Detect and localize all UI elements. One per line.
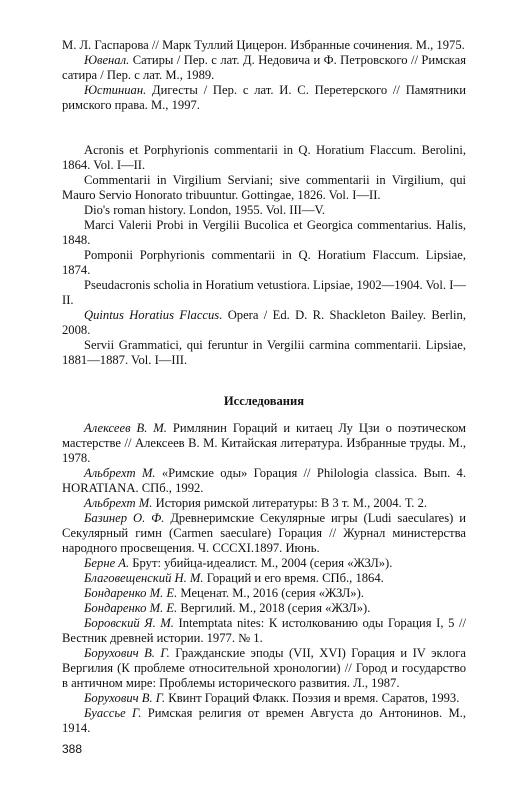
entry-author: Базинер О. Ф. bbox=[84, 511, 165, 525]
bibliography-entry bbox=[62, 338, 466, 368]
entry-author: Алексеев В. М. bbox=[84, 421, 167, 435]
bibliography-entry bbox=[62, 248, 466, 278]
entry-text: Гражданские эподы (VII, XVI) Горация и IV эклога Вергилия (К проблеме относительной хронологии) // Город и государство в античном мире: Проблемы исторического развития. Л., 1987. bbox=[62, 646, 466, 690]
bibliography-entry bbox=[62, 143, 466, 173]
entry-author: Бондаренко М. Е. bbox=[84, 586, 178, 600]
entry-text: Сатиры / Пер. с лат. Д. Недовича и Ф. Петровского // Римская сатира / Пер. с лат. М., 1989. bbox=[62, 53, 466, 82]
bibliography-entry bbox=[62, 616, 466, 646]
bibliography-entry bbox=[62, 53, 466, 83]
bibliography-entry bbox=[62, 38, 466, 53]
entry-author: Борухович В. Г. bbox=[84, 646, 170, 660]
entry-text: М. Л. Гаспарова // Марк Туллий Цицерон. Избранные сочинения. М., 1975. bbox=[62, 38, 465, 52]
bibliography-entry bbox=[62, 571, 466, 586]
entry-text: Intemptata nites: К истолкованию оды Горация I, 5 // Вестник древней истории. 1977. № 1. bbox=[62, 616, 466, 645]
entry-author: Боровский Я. М. bbox=[84, 616, 174, 630]
entry-author: Берне А. bbox=[84, 556, 130, 570]
entry-text: Marci Valerii Probi in Vergilii Bucolica et Georgica commentarius. Halis, 1848. bbox=[62, 218, 466, 247]
entry-text: Pseudacronis scholia in Horatium vetustiora. Lipsiae, 1902—1904. Vol. I—II. bbox=[62, 278, 466, 307]
entry-author: Бондаренко М. Е. bbox=[84, 601, 178, 615]
entry-author: Альбрехт М. bbox=[84, 496, 153, 510]
entry-text: Commentarii in Virgilium Serviani; sive commentarii in Virgilium, qui Mauro Servio Honorato tribuuntur. Gottingae, 1826. Vol. I—II. bbox=[62, 173, 466, 202]
entry-text: История римской литературы: В 3 т. М., 2004. Т. 2. bbox=[152, 496, 428, 510]
bibliography-sources-latin bbox=[62, 143, 466, 368]
entry-text: Opera / Ed. D. R. Shackleton Bailey. Berlin, 2008. bbox=[62, 308, 467, 337]
bibliography-entry bbox=[62, 466, 466, 496]
bibliography-entry bbox=[62, 203, 466, 218]
entry-author: Буассье Г. bbox=[84, 706, 142, 720]
entry-text: Pomponii Porphyrionis commentarii in Q. Horatium Flaccum. Lipsiae, 1874. bbox=[62, 248, 466, 277]
bibliography-entry bbox=[62, 173, 466, 203]
entry-author: Борухович В. Г. bbox=[84, 691, 166, 705]
bibliography-entry bbox=[62, 511, 466, 556]
entry-author: Альбрехт М. bbox=[84, 466, 156, 480]
spacer bbox=[62, 368, 466, 394]
entry-text: Брут: убийца-идеалист. М., 2004 (серия «ЖЗЛ»). bbox=[129, 556, 393, 570]
entry-text: Dio's roman history. London, 1955. Vol. III—V. bbox=[84, 203, 326, 217]
entry-text: Дигесты / Пер. с лат. И. С. Перетерского // Памятники римского права. М., 1997. bbox=[62, 83, 466, 112]
spacer bbox=[62, 113, 466, 143]
bibliography-studies bbox=[62, 421, 466, 736]
page-body bbox=[62, 38, 466, 736]
entry-text: Servii Grammatici, qui feruntur in Vergilii carmina commentarii. Lipsiae, 1881—1887. Vol. I—III. bbox=[62, 338, 466, 367]
bibliography-entry bbox=[62, 83, 466, 113]
bibliography-entry bbox=[62, 421, 466, 466]
entry-author: Юстиниан. bbox=[84, 83, 147, 97]
bibliography-entry bbox=[62, 601, 466, 616]
entry-text: Римская религия от времен Августа до Антонинов. М., 1914. bbox=[62, 706, 466, 735]
bibliography-entry bbox=[62, 646, 466, 691]
entry-author: Quintus Horatius Flaccus. bbox=[84, 308, 223, 322]
entry-text: Древнеримские Секулярные игры (Ludi saeculares) и Секулярный гимн (Carmen saeculare) Горация // Журнал министерства народного просвещения. Ч. CCCXI.1897. Июнь. bbox=[62, 511, 466, 555]
section-heading: Исследования bbox=[223, 394, 305, 408]
page-number: 388 bbox=[62, 742, 83, 756]
bibliography-sources-russian bbox=[62, 38, 466, 113]
entry-text: «Римские оды» Горация // Philologia classica. Вып. 4. HORATIANA. СПб., 1992. bbox=[62, 466, 466, 495]
entry-text: Acronis et Porphyrionis commentarii in Q. Horatium Flaccum. Berolini, 1864. Vol. I—II. bbox=[62, 143, 466, 172]
bibliography-entry bbox=[62, 556, 466, 571]
bibliography-entry bbox=[62, 586, 466, 601]
entry-author: Ювенал. bbox=[84, 53, 130, 67]
bibliography-entry bbox=[62, 691, 466, 706]
entry-text: Римлянин Гораций и китаец Лу Цзи о поэтическом мастерстве // Алексеев В. М. Китайская литература. Избранные труды. М., 1978. bbox=[62, 421, 466, 465]
entry-text: Квинт Гораций Флакк. Поэзия и время. Саратов, 1993. bbox=[165, 691, 460, 705]
bibliography-entry bbox=[62, 308, 466, 338]
bibliography-entry bbox=[62, 278, 466, 308]
bibliography-entry bbox=[62, 218, 466, 248]
entry-author: Благовещенский Н. М. bbox=[84, 571, 204, 585]
entry-text: Меценат. М., 2016 (серия «ЖЗЛ»). bbox=[177, 586, 364, 600]
entry-text: Вергилий. М., 2018 (серия «ЖЗЛ»). bbox=[177, 601, 371, 615]
entry-text: Гораций и его время. СПб., 1864. bbox=[203, 571, 384, 585]
bibliography-entry bbox=[62, 496, 466, 511]
bibliography-entry bbox=[62, 706, 466, 736]
